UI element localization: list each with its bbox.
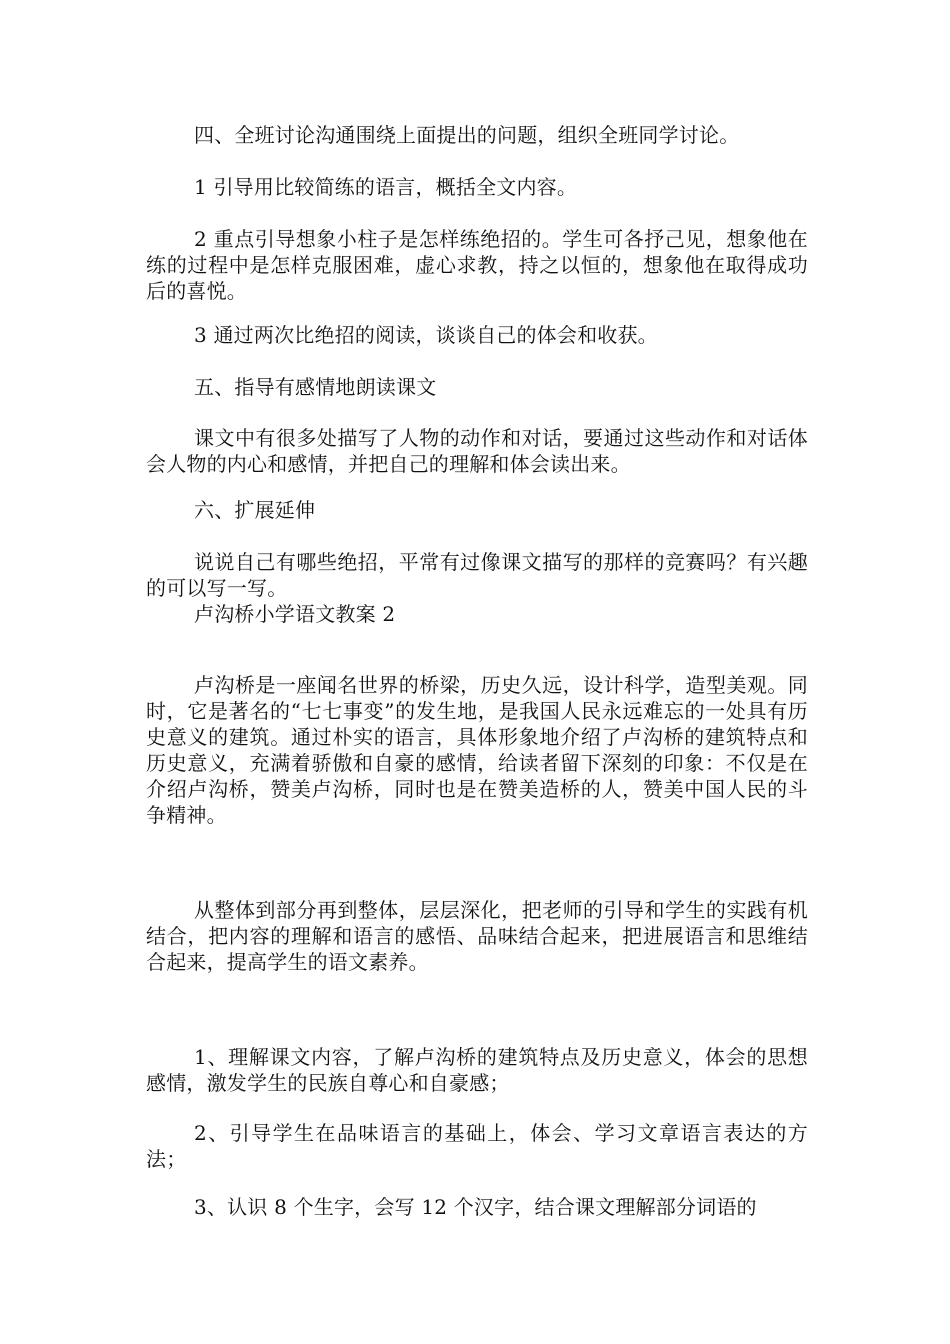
section-heading-reading: 五、指导有感情地朗读课文 [194, 375, 437, 399]
goal-item-1: 1、理解课文内容，了解卢沟桥的建筑特点及历史意义，体会的思想感情，激发学生的民族自尊心和自豪感； [146, 1045, 808, 1095]
paragraph-imagine: 2 重点引导想象小柱子是怎样练绝招的。学生可各抒己见，想象他在练的过程中是怎样克服困难，虚心求教，持之以恒的，想象他在取得成功后的喜悦。 [146, 227, 808, 303]
goal-item-2: 2、引导学生在品味语言的基础上，体会、学习文章语言表达的方法； [146, 1121, 808, 1171]
section-heading-extension: 六、扩展延伸 [194, 498, 316, 522]
paragraph-extension: 说说自己有哪些绝招，平常有过像课文描写的那样的竞赛吗？有兴趣的可以写一写。 [146, 550, 808, 600]
paragraph-summarize: 1 引导用比较简练的语言，概括全文内容。 [194, 175, 578, 199]
paragraph-reflect: 3 通过两次比绝招的阅读，谈谈自己的体会和收获。 [194, 323, 658, 347]
paragraph-discussion: 四、全班讨论沟通围绕上面提出的问题，组织全班同学讨论。 [194, 123, 740, 147]
paragraph-lugou-bridge: 卢沟桥是一座闻名世界的桥梁，历史久远，设计科学，造型美观。同时，它是著名的“七七事变”的发生地，是我国人民永远难忘的一处具有历史意义的建筑。通过朴实的语言，具体形象地介绍了卢沟桥的建筑特点和历史意义，充满着骄傲和自豪的感情，给读者留下深刻的印象：不仅是在介绍卢沟桥，赞美卢沟桥，同时也是在赞美造桥的人，赞美中国人民的斗争精神。 [146, 673, 808, 827]
lesson-title: 卢沟桥小学语文教案 2 [194, 602, 396, 626]
paragraph-reading: 课文中有很多处描写了人物的动作和对话，要通过这些动作和对话体会人物的内心和感情，并把自己的理解和体会读出来。 [146, 426, 808, 476]
paragraph-method: 从整体到部分再到整体，层层深化，把老师的引导和学生的实践有机结合，把内容的理解和语言的感悟、品味结合起来，把进展语言和思维结合起来，提高学生的语文素养。 [146, 898, 808, 974]
goal-item-3: 3、认识 8 个生字，会写 12 个汉字，结合课文理解部分词语的 [194, 1195, 757, 1219]
